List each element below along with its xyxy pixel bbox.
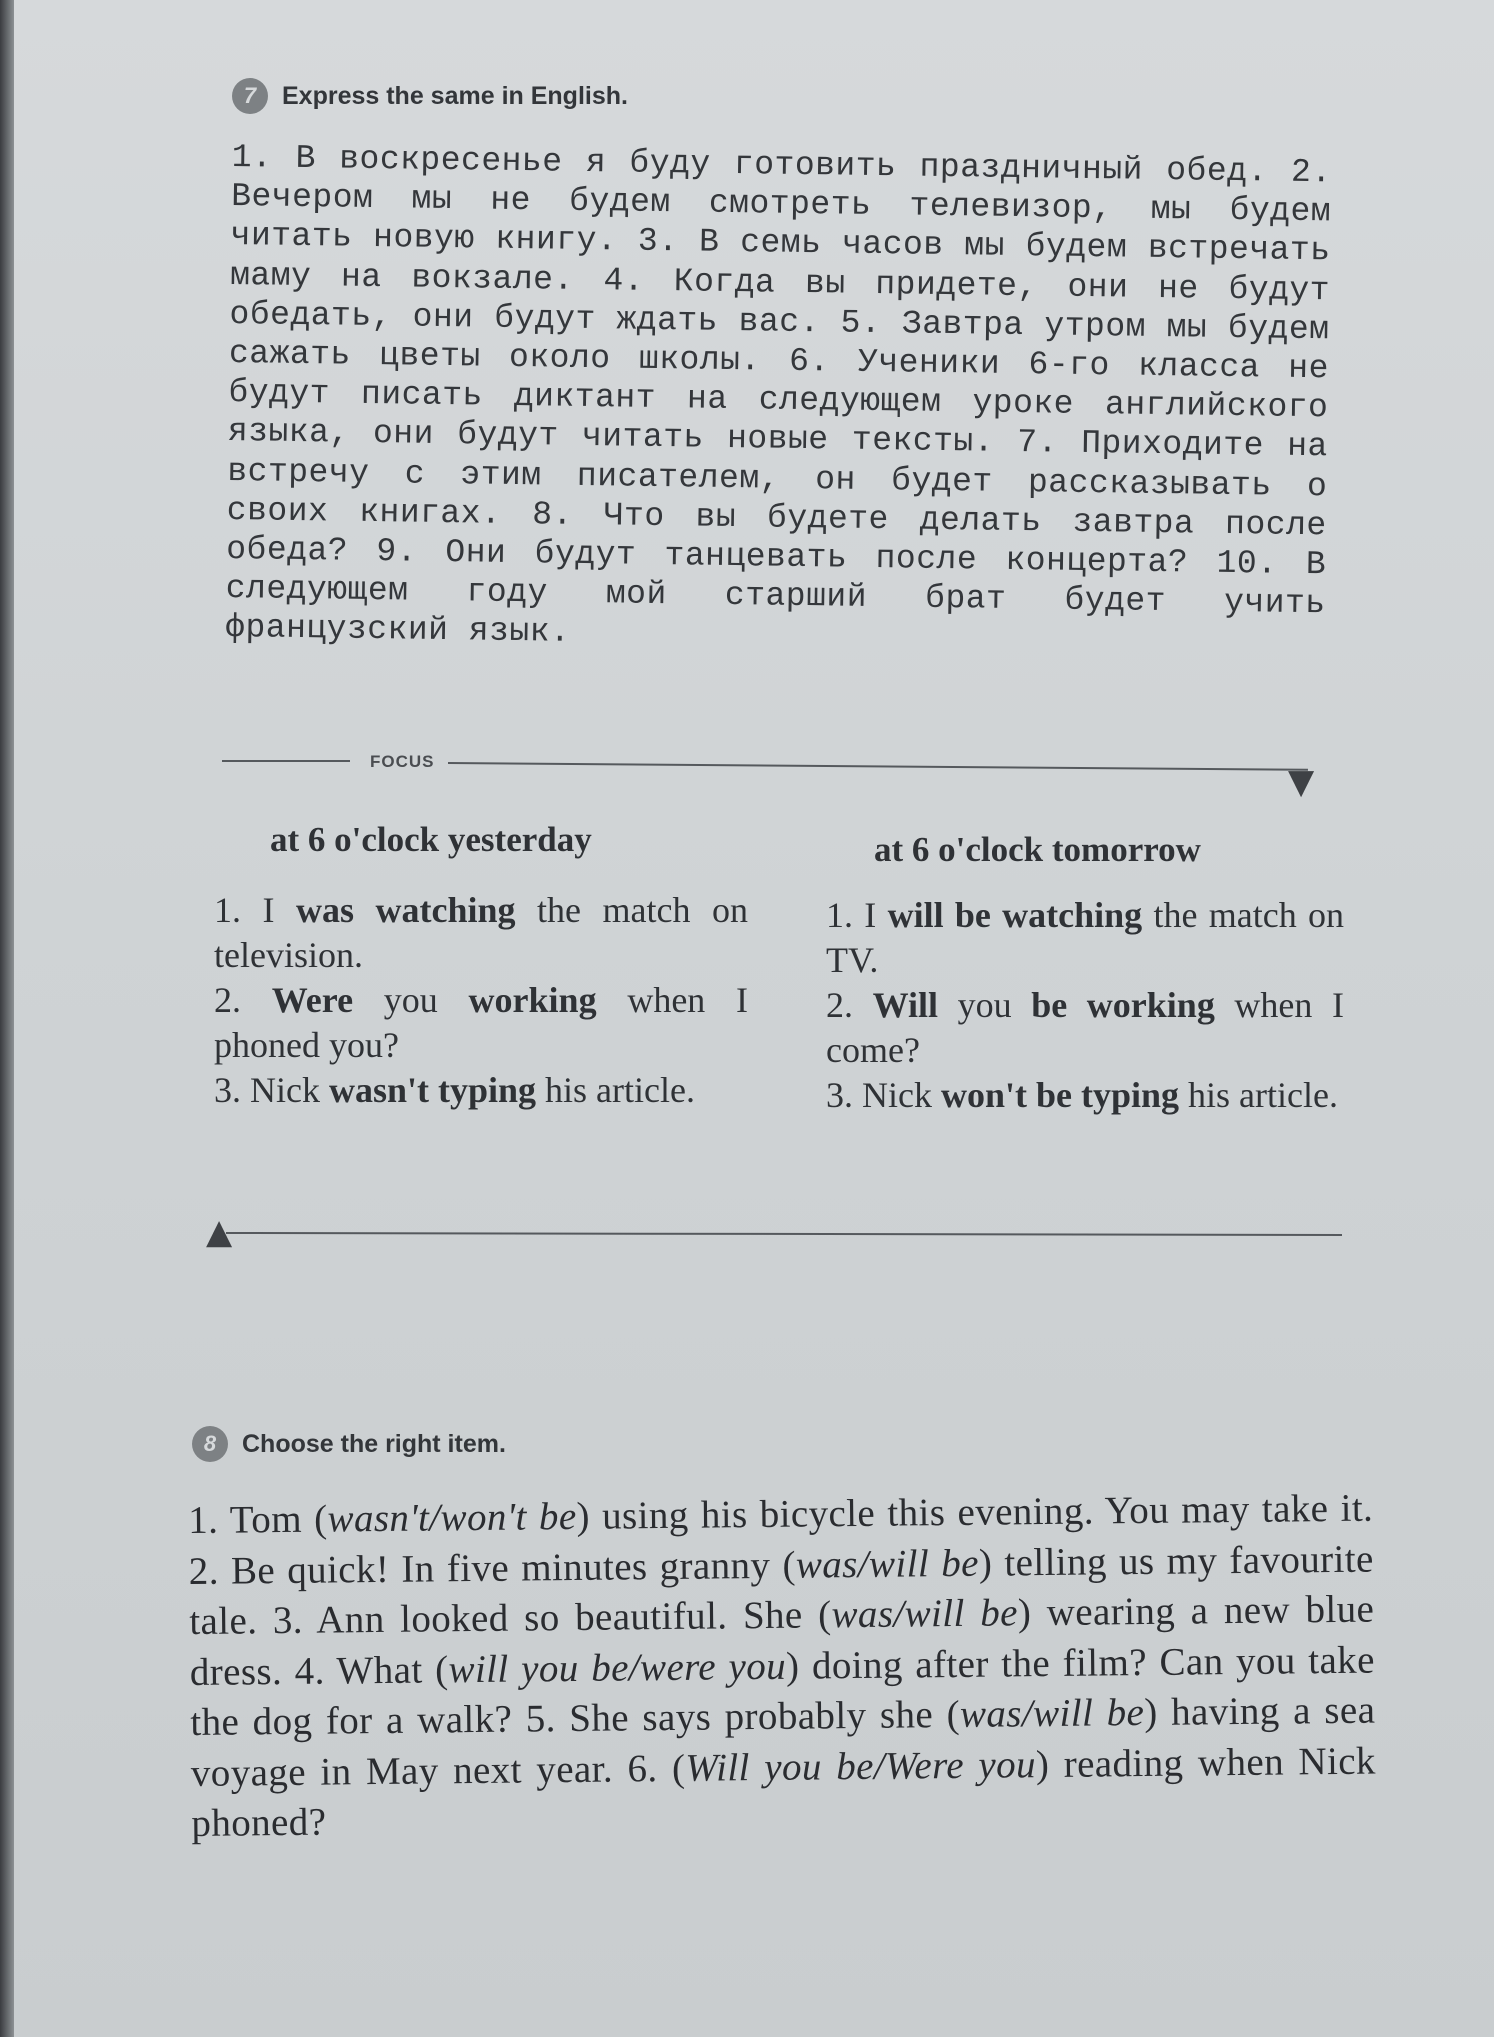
focus-right-item-1: 1. I will be watching the match on TV. — [826, 895, 1344, 980]
text-segment: 1. Tom ( — [188, 1497, 328, 1542]
book-spine-shadow — [0, 0, 14, 2037]
focus-right-heading: at 6 o'clock tomorrow — [874, 830, 1201, 869]
answer-options: will you be/were you — [448, 1644, 787, 1691]
answer-options: was/will be — [959, 1690, 1145, 1736]
exercise-8-title: Choose the right item. — [242, 1429, 506, 1458]
focus-right-item-3: 3. Nick won't be typing his article. — [826, 1075, 1338, 1115]
answer-options: was/will be — [795, 1541, 980, 1587]
exercise-number-badge: 8 — [192, 1426, 228, 1462]
text-segment: ) having a sea voyage in May next year. 6. ( — [190, 1688, 1376, 1795]
arrow-up-icon: ▲ — [206, 1212, 233, 1252]
exercise-8-text — [188, 1484, 1377, 1850]
focus-left-item-2: 2. Were you working when I phoned you? — [214, 980, 749, 1065]
exercise-number-badge: 7 — [232, 78, 268, 114]
focus-right-column — [826, 893, 1344, 1118]
exercise-8-heading — [192, 1426, 506, 1462]
answer-options: wasn't/won't be — [327, 1494, 577, 1541]
focus-left-heading: at 6 o'clock yesterday — [270, 820, 592, 859]
exercise-7-title: Express the same in English. — [282, 81, 628, 110]
text-segment: ) doing after the film? Can you take the dog for a walk? 5. She says probably she ( — [190, 1638, 1376, 1744]
text-segment: ) reading when Nick phoned? — [191, 1739, 1377, 1845]
focus-left-item-1: 1. I was watching the match on television. — [214, 890, 748, 975]
text-segment: ) wearing a new blue dress. 4. What ( — [189, 1587, 1375, 1694]
focus-top-rule-left — [222, 760, 350, 762]
text-segment: ) telling us my favourite tale. 3. Ann looked so beautiful. She ( — [189, 1537, 1374, 1643]
focus-left-column — [214, 888, 748, 1113]
exercise-7-heading — [232, 78, 628, 114]
focus-right-item-2: 2. Will you be working when I come? — [826, 985, 1345, 1070]
text-segment: ) using his bicycle this evening. You may take it. 2. Be quick! In five minutes granny ( — [188, 1486, 1374, 1593]
focus-left-item-3: 3. Nick wasn't typing his article. — [214, 1070, 695, 1110]
answer-options: Will you be/Were you — [685, 1742, 1037, 1790]
arrow-down-icon: ▼ — [1288, 762, 1315, 802]
exercise-7-text: 1. В воскресенье я буду готовить праздничный обед. 2. Вечером мы не будем смотреть телевизор, мы будем читать новую книгу. 3. В семь часов мы будем встречать маму на вокзале. 4. Когда вы придете, они не будут обедать, они будут ждать вас. 5. Завтра утром мы будем сажать цветы около школы. 6. Ученики 6-го класса не будут писать диктант на следующем уроке английского языка, они будут читать новые тексты. 7. Приходите на встречу с этим писателем, он будет рассказывать о своих книгах. 8. Что вы будете делать завтра после обеда? 9. Они будут танцевать после концерта? 10. В следующем году мой старший брат будет учить французский язык. — [224, 138, 1332, 652]
answer-options: was/will be — [831, 1591, 1019, 1637]
focus-label: FOCUS — [370, 752, 435, 771]
